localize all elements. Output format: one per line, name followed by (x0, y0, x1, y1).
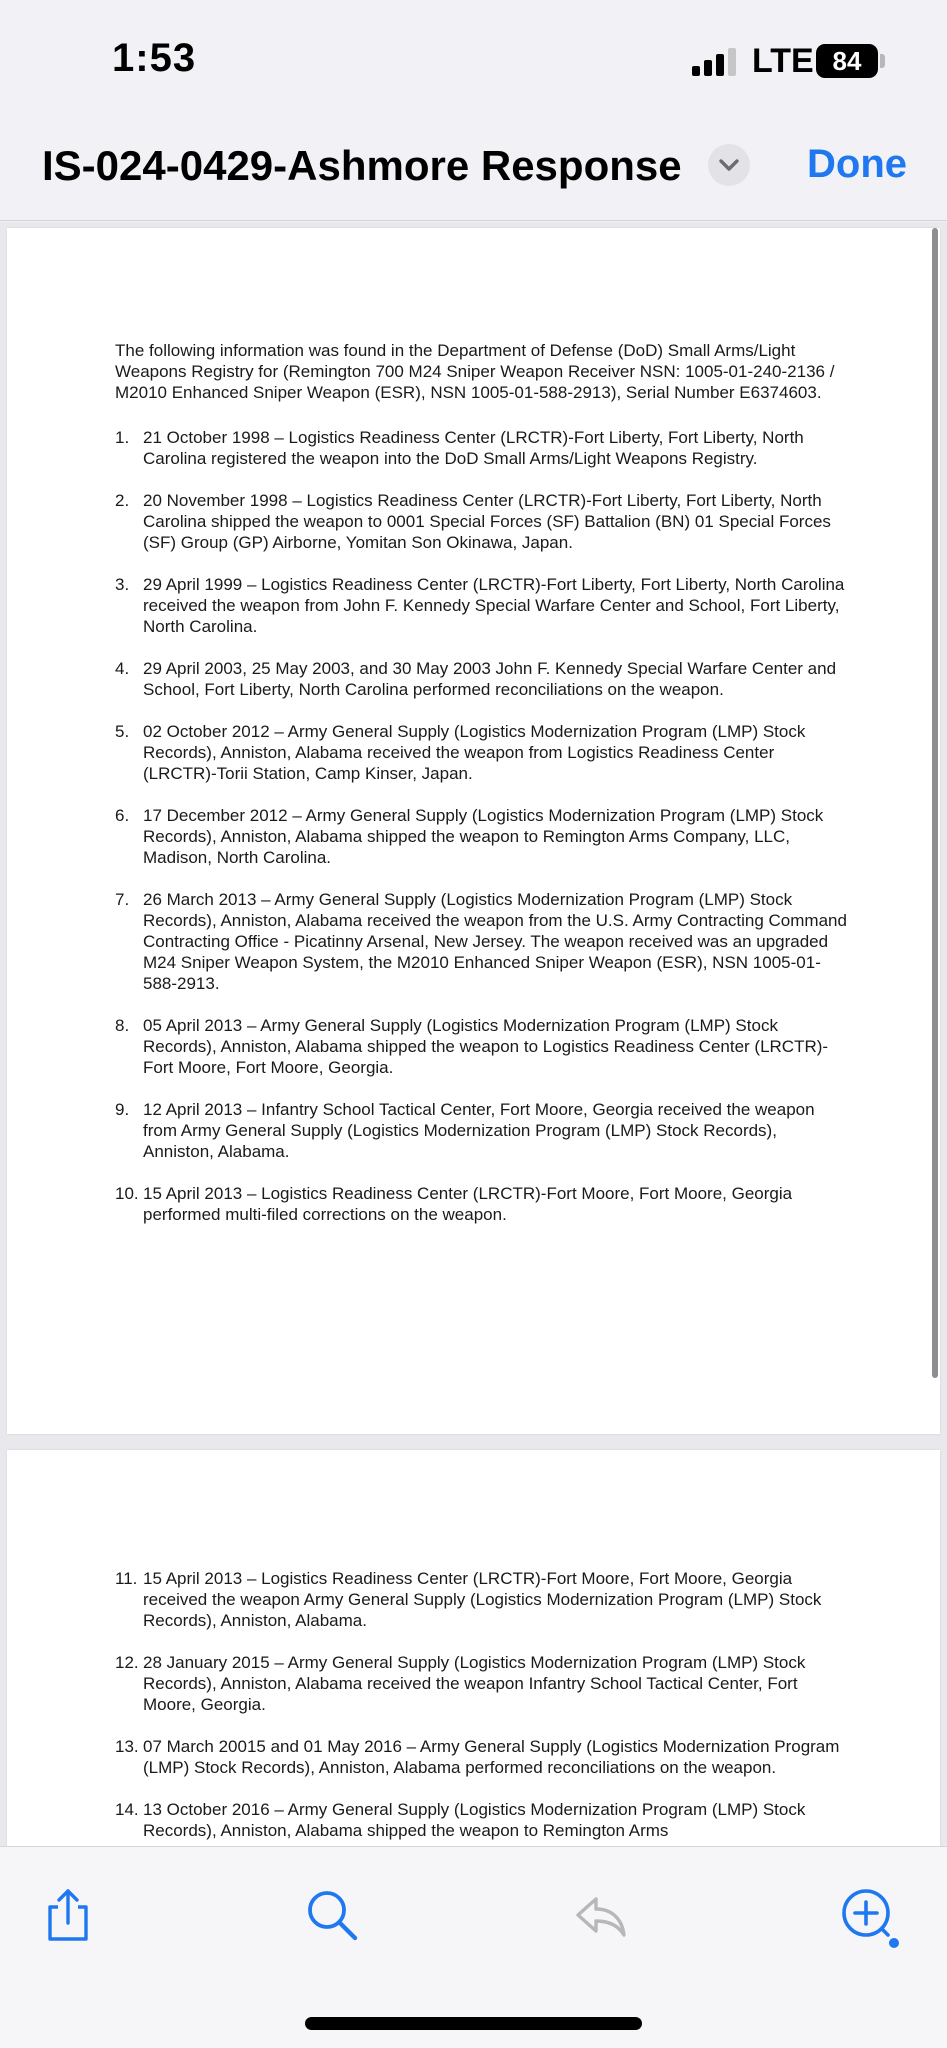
page-2-content (115, 1568, 847, 1846)
record-number: 9. (115, 1100, 130, 1119)
record-item (115, 1652, 847, 1715)
document-viewport[interactable] (0, 222, 947, 1846)
search-button[interactable] (302, 1885, 362, 1945)
record-number: 14. (115, 1800, 139, 1819)
record-text: 21 October 1998 – Logistics Readiness Center (LRCTR)-Fort Liberty, Fort Liberty, North Carolina registered the weapon into the DoD Small Arms/Light Weapons Registry. (143, 428, 804, 468)
done-button[interactable]: Done (807, 142, 907, 186)
record-number: 10. (115, 1184, 139, 1203)
record-number: 3. (115, 575, 130, 594)
nav-bar (0, 120, 947, 221)
record-number: 7. (115, 890, 130, 909)
status-time: 1:53 (112, 36, 197, 80)
record-item (115, 721, 847, 784)
document-title[interactable]: IS-024-0429-Ashmore Response (42, 142, 682, 189)
record-text: 13 October 2016 – Army General Supply (Logistics Modernization Program (LMP) Stock Records), Anniston, Alabama shipped the weapon to Remington Arms (143, 1800, 806, 1840)
record-item (115, 1736, 847, 1778)
share-icon (38, 1885, 98, 1945)
record-number: 12. (115, 1653, 139, 1672)
reply-icon (570, 1885, 630, 1945)
share-button[interactable] (38, 1885, 98, 1945)
battery-level: 84 (832, 46, 862, 76)
record-text: 15 April 2013 – Logistics Readiness Center (LRCTR)-Fort Moore, Fort Moore, Georgia performed multi-filed corrections on the weapon. (143, 1184, 793, 1224)
record-number: 11. (115, 1569, 138, 1588)
status-bar (0, 0, 947, 120)
record-number: 2. (115, 491, 130, 510)
record-item (115, 1799, 847, 1841)
document-page-2 (7, 1450, 940, 1846)
record-number: 1. (115, 428, 130, 447)
record-text: 15 April 2013 – Logistics Readiness Center (LRCTR)-Fort Moore, Fort Moore, Georgia received the weapon Army General Supply (Logistics Modernization Program (LMP) Stock Records), Anniston, Alabama. (143, 1569, 822, 1630)
markup-button[interactable] (838, 1885, 898, 1945)
record-item (115, 805, 847, 868)
record-text: 26 March 2013 – Army General Supply (Logistics Modernization Program (LMP) Stock Records), Anniston, Alabama received the weapon from the U.S. Army Contracting Command Contracting Office - Picatinny Arsenal, New Jersey. The weapon received was an upgraded M24 Sniper Weapon System, the M2010 Enhanced Sniper Weapon (ESR), NSN 1005-01-588-2913. (143, 890, 847, 993)
record-text: 02 October 2012 – Army General Supply (Logistics Modernization Program (LMP) Stock Records), Anniston, Alabama received the weapon from Logistics Readiness Center (LRCTR)-Torii Station, Camp Kinser, Japan. (143, 722, 806, 783)
home-indicator[interactable] (305, 2017, 642, 2030)
record-number: 13. (115, 1737, 139, 1756)
record-text: 07 March 20015 and 01 May 2016 – Army General Supply (Logistics Modernization Program (LMP) Stock Records), Anniston, Alabama performed reconciliations on the weapon. (143, 1737, 840, 1777)
cellular-signal-icon (692, 46, 742, 76)
record-item (115, 1015, 847, 1078)
record-item (115, 658, 847, 700)
record-item (115, 1183, 847, 1225)
intro-paragraph: The following information was found in the Department of Defense (DoD) Small Arms/Light Weapons Registry for (Remington 700 M24 Sniper Weapon Receiver NSN: 1005-01-240-2136 / M2010 Enhanced Sniper Weapon (ESR), NSN 1005-01-588-2913), Serial Number E6374603. (115, 341, 835, 402)
record-item (115, 427, 847, 469)
record-number: 8. (115, 1016, 130, 1035)
record-text: 28 January 2015 – Army General Supply (Logistics Modernization Program (LMP) Stock Records), Anniston, Alabama received the weapon Infantry School Tactical Center, Fort Moore, Georgia. (143, 1653, 806, 1714)
record-text: 29 April 1999 – Logistics Readiness Center (LRCTR)-Fort Liberty, Fort Liberty, North Carolina received the weapon from John F. Kennedy Special Warfare Center and School, Fort Liberty, North Carolina. (143, 575, 845, 636)
record-list-continued (115, 1568, 847, 1841)
search-icon (302, 1885, 362, 1945)
record-item (115, 490, 847, 553)
record-item (115, 574, 847, 637)
record-list (115, 427, 847, 1225)
record-number: 6. (115, 806, 130, 825)
battery-nub (880, 54, 885, 68)
record-text: 12 April 2013 – Infantry School Tactical Center, Fort Moore, Georgia received the weapon from Army General Supply (Logistics Modernization Program (LMP) Stock Records), Anniston, Alabama. (143, 1100, 815, 1161)
page-1-content (115, 340, 847, 1246)
battery-icon (816, 44, 878, 78)
reply-button[interactable] (570, 1885, 630, 1945)
scroll-indicator[interactable] (932, 228, 938, 1378)
bottom-toolbar (0, 1846, 947, 2048)
record-text: 20 November 1998 – Logistics Readiness Center (LRCTR)-Fort Liberty, Fort Liberty, North Carolina shipped the weapon to 0001 Special Forces (SF) Battalion (BN) 01 Special Forces (SF) Group (GP) Airborne, Yomitan Son Okinawa, Japan. (143, 491, 831, 552)
record-number: 4. (115, 659, 130, 678)
record-item (115, 1568, 847, 1631)
record-text: 05 April 2013 – Army General Supply (Logistics Modernization Program (LMP) Stock Records), Anniston, Alabama shipped the weapon to Logistics Readiness Center (LRCTR)-Fort Moore, Fort Moore, Georgia. (143, 1016, 829, 1077)
network-type: LTE (752, 42, 814, 80)
record-item (115, 889, 847, 994)
record-item (115, 1099, 847, 1162)
record-text: 17 December 2012 – Army General Supply (Logistics Modernization Program (LMP) Stock Records), Anniston, Alabama shipped the weapon to Remington Arms Company, LLC, Madison, North Carolina. (143, 806, 824, 867)
document-page-1 (7, 228, 940, 1434)
record-number: 5. (115, 722, 130, 741)
markup-icon (838, 1885, 904, 1951)
record-text: 29 April 2003, 25 May 2003, and 30 May 2003 John F. Kennedy Special Warfare Center and School, Fort Liberty, North Carolina performed reconciliations on the weapon. (143, 659, 837, 699)
chevron-down-icon[interactable] (708, 144, 750, 186)
